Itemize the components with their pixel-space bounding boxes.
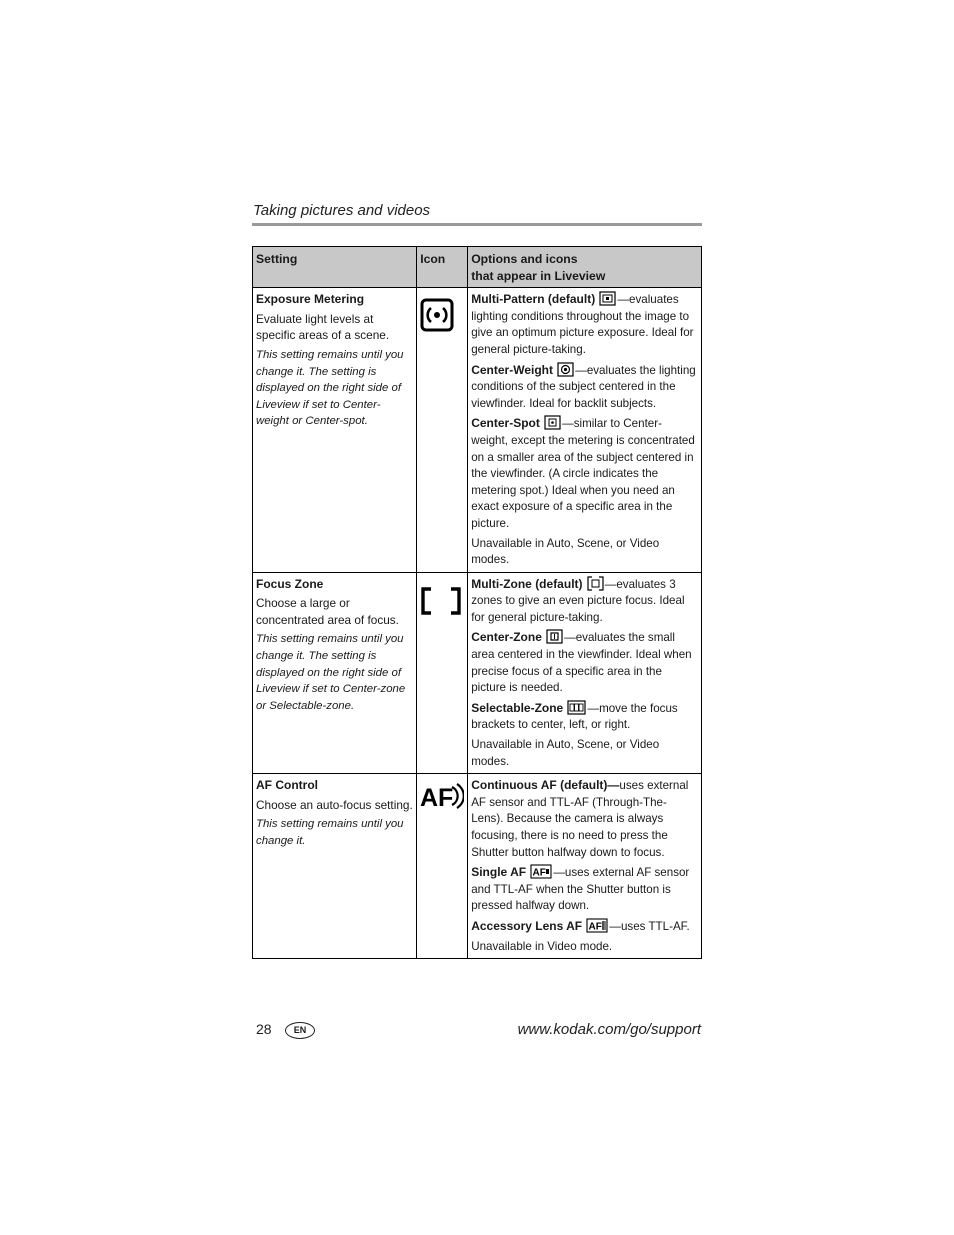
option-center-spot bbox=[471, 415, 698, 532]
setting-name: Focus Zone bbox=[256, 576, 324, 591]
center-zone-icon bbox=[546, 629, 563, 644]
accessory-lens-af-icon bbox=[586, 918, 608, 933]
option-title: Continuous AF (default)— bbox=[471, 778, 620, 793]
title-divider bbox=[252, 223, 702, 226]
setting-description: Choose a large or concentrated area of focus. bbox=[256, 596, 399, 627]
option-multi-zone bbox=[471, 576, 698, 627]
setting-note: This setting remains until you change it. bbox=[256, 818, 404, 847]
header-options bbox=[468, 247, 702, 288]
settings-table bbox=[252, 246, 702, 959]
svg-text:AF: AF bbox=[532, 867, 547, 879]
option-center-zone bbox=[471, 629, 698, 696]
icon-cell bbox=[417, 774, 468, 959]
option-text: —evaluates lighting conditions throughout the image to give an optimum picture exposure. Ideal for general picture-taking. bbox=[471, 293, 694, 356]
setting-cell bbox=[253, 572, 417, 774]
setting-note: This setting remains until you change it. The setting is displayed on the right side of Liveview if set to Center-zone or Selectable-zone. bbox=[256, 633, 406, 712]
option-text: —evaluates the small area centered in the viewfinder. Ideal when precise focus of a specific area in the picture is needed. bbox=[471, 631, 692, 695]
svg-text:AF: AF bbox=[588, 921, 603, 933]
multi-zone-icon bbox=[587, 576, 604, 591]
option-center-weight bbox=[471, 362, 698, 413]
header-options-line2: that appear in Liveview bbox=[471, 268, 606, 283]
page-number: 28 bbox=[256, 1021, 272, 1037]
option-title: Center-Weight bbox=[471, 362, 553, 377]
option-title: Center-Spot bbox=[471, 416, 540, 431]
section-title: Taking pictures and videos bbox=[253, 202, 431, 219]
multi-pattern-icon bbox=[599, 291, 616, 306]
options-cell bbox=[468, 288, 702, 573]
option-title: Center-Zone bbox=[471, 630, 542, 645]
center-weight-icon bbox=[557, 362, 574, 377]
focus-zone-icon bbox=[420, 586, 462, 616]
option-title: Accessory Lens AF bbox=[471, 918, 583, 933]
table-row bbox=[253, 572, 702, 774]
setting-name: AF Control bbox=[256, 778, 318, 793]
option-text: —uses external AF sensor and TTL-AF when the Shutter button is pressed halfway down. bbox=[471, 866, 690, 913]
metering-icon bbox=[420, 298, 454, 332]
table-row bbox=[253, 774, 702, 959]
option-availability: Unavailable in Auto, Scene, or Video modes. bbox=[471, 738, 660, 768]
center-spot-icon bbox=[544, 415, 561, 430]
options-cell bbox=[468, 774, 702, 959]
af-icon-text: AF bbox=[420, 784, 454, 812]
option-text: —move the focus brackets to center, left, or right. bbox=[471, 701, 678, 732]
option-title: Single AF bbox=[471, 865, 527, 880]
af-control-icon bbox=[420, 781, 464, 811]
header-icon: Icon bbox=[417, 247, 468, 288]
icon-cell bbox=[417, 288, 468, 573]
icon-cell bbox=[417, 572, 468, 774]
option-single-af bbox=[471, 864, 698, 915]
option-selectable-zone bbox=[471, 700, 698, 734]
setting-name: Exposure Metering bbox=[256, 292, 365, 307]
option-text: —evaluates the lighting conditions of the subject centered in the viewfinder. Ideal for backlit subjects. bbox=[471, 363, 696, 410]
header-setting: Setting bbox=[253, 247, 417, 288]
setting-cell bbox=[253, 288, 417, 573]
option-title: Multi-Pattern (default) bbox=[471, 292, 596, 307]
options-cell bbox=[468, 572, 702, 774]
language-badge: EN bbox=[285, 1022, 315, 1039]
option-multi-pattern bbox=[471, 291, 698, 358]
support-url[interactable]: www.kodak.com/go/support bbox=[517, 1021, 701, 1038]
option-availability: Unavailable in Video mode. bbox=[471, 939, 613, 953]
selectable-zone-icon bbox=[567, 700, 586, 715]
option-title: Multi-Zone (default) bbox=[471, 576, 583, 591]
table-header-row bbox=[253, 247, 702, 288]
option-accessory-lens-af bbox=[471, 918, 698, 936]
setting-description: Choose an auto-focus setting. bbox=[256, 797, 413, 812]
option-text: —uses TTL-AF. bbox=[609, 919, 690, 933]
setting-description: Evaluate light levels at specific areas of a scene. bbox=[256, 311, 390, 343]
option-continuous-af bbox=[471, 777, 698, 861]
table-row bbox=[253, 288, 702, 573]
setting-cell bbox=[253, 774, 417, 959]
option-text: uses external AF sensor and TTL-AF (Through-The-Lens). Because the camera is always focusing, there is no need to press the Shutter button halfway down to focus. bbox=[471, 779, 689, 859]
option-title: Selectable-Zone bbox=[471, 700, 564, 715]
option-availability: Unavailable in Auto, Scene, or Video modes. bbox=[471, 536, 660, 567]
single-af-icon bbox=[530, 864, 552, 879]
header-options-line1: Options and icons bbox=[471, 252, 578, 266]
setting-note: This setting remains until you change it. The setting is displayed on the right side of Liveview if set to Center-weight or Center-spot. bbox=[256, 348, 404, 428]
option-text: —evaluates 3 zones to give an even picture focus. Ideal for general picture-taking. bbox=[471, 577, 685, 624]
option-text: —similar to Center-weight, except the metering is concentrated on a smaller area of the subject centered in the viewfinder. (A circle indicates the metering spot.) Ideal when you need an exact exposure of a specific area in the picture. bbox=[471, 417, 695, 530]
